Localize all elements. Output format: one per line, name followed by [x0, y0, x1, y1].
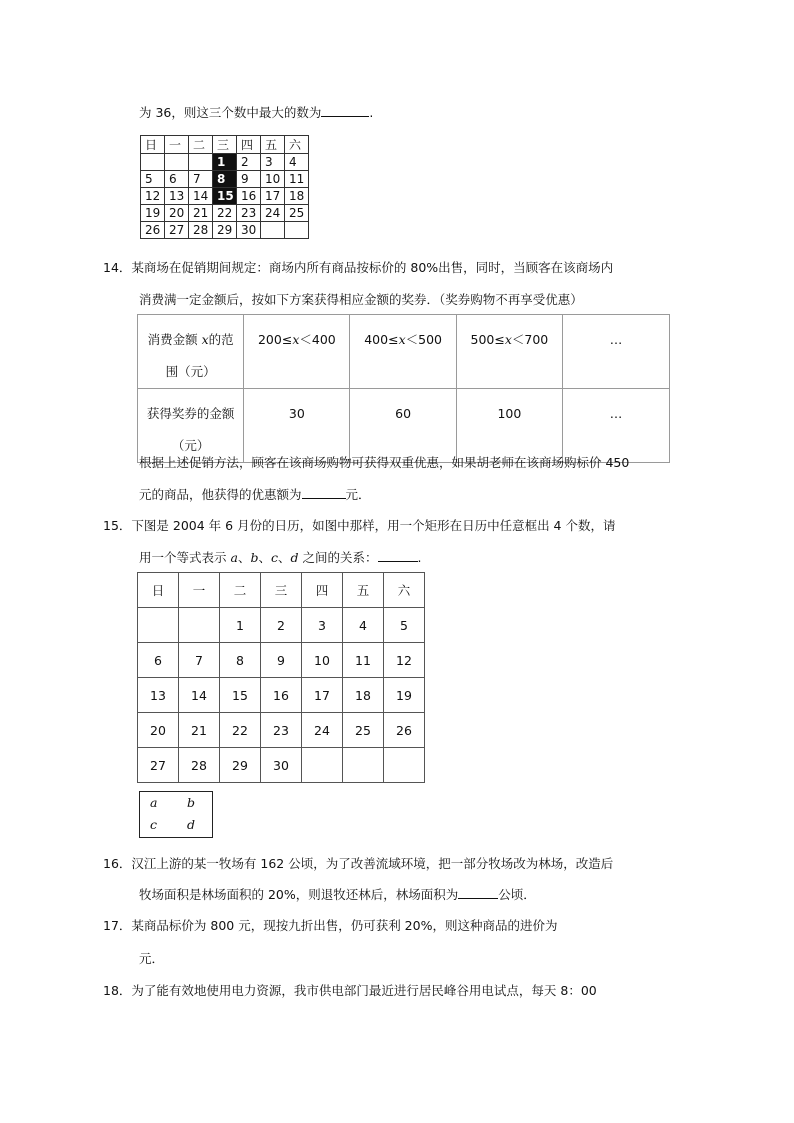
calendar-1-row	[141, 188, 309, 205]
calendar-1-header-cell: 二	[189, 136, 213, 154]
calendar-1-cell: 29	[213, 222, 237, 239]
calendar-2-header-cell: 五	[343, 573, 384, 608]
calendar-2-cell: 17	[302, 678, 343, 713]
calendar-1-cell: 10	[261, 171, 285, 188]
calendar-2-cell: 11	[343, 643, 384, 678]
q18-line-1: 18．为了能有效地使用电力资源，我市供电部门最近进行居民峰谷用电试点，每天 8：00	[103, 983, 597, 998]
calendar-2-cell: 8	[220, 643, 261, 678]
calendar-2-cell: 14	[179, 678, 220, 713]
calendar-1-cell	[261, 222, 285, 239]
calendar-2-cell: 22	[220, 713, 261, 748]
calendar-1-cell: 23	[237, 205, 261, 222]
promo-row-amount	[138, 389, 670, 463]
calendar-1-cell: 17	[261, 188, 285, 205]
calendar-1-cell: 28	[189, 222, 213, 239]
calendar-1-header-cell: 三	[213, 136, 237, 154]
promo-amount-label: 获得奖券的金额 （元）	[138, 389, 244, 463]
calendar-1-header-cell: 四	[237, 136, 261, 154]
calendar-june-2004	[137, 572, 425, 783]
calendar-1-cell: 22	[213, 205, 237, 222]
promo-amount-cell: 100	[456, 389, 562, 463]
q17-line-1: 17．某商品标价为 800 元，现按九折出售，仍可获利 20%，则这种商品的进价为	[103, 918, 558, 933]
calendar-1-cell: 21	[189, 205, 213, 222]
promo-amount-cell: 60	[350, 389, 456, 463]
q13-text: 为 36，则这三个数中最大的数为	[139, 105, 322, 120]
calendar-1-cell: 2	[237, 154, 261, 171]
calendar-1-cell: 12	[141, 188, 165, 205]
calendar-2-cell: 20	[138, 713, 179, 748]
box-c: c	[150, 817, 158, 832]
promo-range-cell: 200≤x＜400	[244, 315, 350, 389]
calendar-1-row	[141, 205, 309, 222]
calendar-2-cell: 26	[384, 713, 425, 748]
calendar-1-cell: 26	[141, 222, 165, 239]
box-b: b	[187, 795, 196, 810]
calendar-2-row	[138, 643, 425, 678]
calendar-1-cell: 13	[165, 188, 189, 205]
calendar-1-cell: 25	[285, 205, 309, 222]
calendar-2-cell: 23	[261, 713, 302, 748]
calendar-2-header-cell: 二	[220, 573, 261, 608]
q16-line-1: 16．汉江上游的某一牧场有 162 公顷，为了改善流域环境，把一部分牧场改为林场，改造后	[103, 856, 614, 871]
promo-range-cell: 400≤x＜500	[350, 315, 456, 389]
calendar-2-header-cell: 四	[302, 573, 343, 608]
q13-end: .	[369, 105, 374, 120]
promo-range-label: 消费金额 x的范 围（元）	[138, 315, 244, 389]
abcd-box	[139, 791, 213, 838]
calendar-2-cell: 2	[261, 608, 302, 643]
calendar-2-cell: 27	[138, 748, 179, 783]
promo-amount-cell: 30	[244, 389, 350, 463]
calendar-2-header-cell: 日	[138, 573, 179, 608]
calendar-2-header-cell: 一	[179, 573, 220, 608]
calendar-1-cell	[141, 154, 165, 171]
calendar-2-cell	[179, 608, 220, 643]
q15-number: 15．	[103, 518, 132, 533]
calendar-2-cell: 28	[179, 748, 220, 783]
calendar-1-cell	[285, 222, 309, 239]
calendar-1-highlighted-cell: 1	[213, 154, 237, 171]
calendar-2-cell: 25	[343, 713, 384, 748]
calendar-1-highlighted-cell: 15	[213, 188, 237, 205]
calendar-1-row	[141, 171, 309, 188]
promo-range-ellipsis: …	[563, 315, 670, 389]
calendar-2-cell: 15	[220, 678, 261, 713]
calendar-1-cell: 6	[165, 171, 189, 188]
calendar-2-cell: 9	[261, 643, 302, 678]
calendar-1-cell: 19	[141, 205, 165, 222]
calendar-1-header-cell: 五	[261, 136, 285, 154]
calendar-1	[140, 135, 309, 239]
calendar-2-cell: 10	[302, 643, 343, 678]
calendar-2-cell: 1	[220, 608, 261, 643]
promo-row-range	[138, 315, 670, 389]
calendar-2-row	[138, 678, 425, 713]
calendar-1-cell: 18	[285, 188, 309, 205]
calendar-2-cell: 16	[261, 678, 302, 713]
calendar-2-header	[138, 573, 425, 608]
calendar-1-cell: 5	[141, 171, 165, 188]
calendar-1-cell: 20	[165, 205, 189, 222]
calendar-2-cell: 30	[261, 748, 302, 783]
calendar-1-row	[141, 154, 309, 171]
q14-number: 14．	[103, 260, 132, 275]
calendar-2-cell: 13	[138, 678, 179, 713]
q16-line-2: 牧场面积是林场面积的 20%，则退牧还林后，林场面积为 公顷．	[139, 887, 536, 902]
calendar-1-header-cell: 日	[141, 136, 165, 154]
calendar-2-cell: 18	[343, 678, 384, 713]
calendar-1-header-cell: 六	[285, 136, 309, 154]
calendar-1-cell: 3	[261, 154, 285, 171]
calendar-2-cell	[302, 748, 343, 783]
calendar-1-cell	[189, 154, 213, 171]
q14-text-1: 某商场在促销期间规定：商场内所有商品按标价的 80%出售，同时，当顾客在该商场内	[131, 260, 614, 275]
calendar-2-row	[138, 748, 425, 783]
q18-number: 18．	[103, 983, 132, 998]
q14-line-2	[139, 291, 583, 309]
calendar-2-cell: 29	[220, 748, 261, 783]
q14-after-1: 根据上述促销方法，顾客在该商场购物可获得双重优惠，如果胡老师在该商场购标价 450	[139, 455, 630, 470]
calendar-1-cell: 7	[189, 171, 213, 188]
calendar-1-cell: 11	[285, 171, 309, 188]
q14-after-2: 元的商品，他获得的优惠额为 元．	[139, 487, 371, 502]
calendar-1-cell: 4	[285, 154, 309, 171]
calendar-1-highlighted-cell: 8	[213, 171, 237, 188]
calendar-2-cell	[138, 608, 179, 643]
q16-answer-blank[interactable]	[458, 886, 498, 899]
calendar-2-cell: 6	[138, 643, 179, 678]
calendar-2-cell: 19	[384, 678, 425, 713]
calendar-2-cell: 12	[384, 643, 425, 678]
calendar-2-row	[138, 608, 425, 643]
calendar-2-cell	[343, 748, 384, 783]
q15-line-2: 用一个等式表示 a、b、c、d 之间的关系： .	[139, 550, 422, 565]
q15-answer-blank[interactable]	[378, 549, 418, 562]
calendar-2-cell: 24	[302, 713, 343, 748]
calendar-2-row	[138, 713, 425, 748]
box-d: d	[187, 817, 196, 832]
q13-tail	[139, 104, 373, 122]
q14-answer-blank[interactable]	[302, 486, 346, 499]
calendar-2-header-cell: 六	[384, 573, 425, 608]
calendar-2-cell: 21	[179, 713, 220, 748]
calendar-1-row	[141, 222, 309, 239]
calendar-2-header-cell: 三	[261, 573, 302, 608]
calendar-2-cell: 4	[343, 608, 384, 643]
calendar-1-cell: 9	[237, 171, 261, 188]
q14-text-2: 消费满一定金额后，按如下方案获得相应金额的奖券．（奖券购物不再享受优惠）	[139, 292, 583, 307]
q13-answer-blank[interactable]	[321, 104, 369, 117]
calendar-1-header	[141, 136, 309, 154]
promo-table	[137, 314, 670, 463]
calendar-1-cell: 24	[261, 205, 285, 222]
calendar-1-cell: 30	[237, 222, 261, 239]
calendar-1-header-cell: 一	[165, 136, 189, 154]
q17-number: 17．	[103, 918, 132, 933]
promo-amount-ellipsis: …	[563, 389, 670, 463]
calendar-2-cell	[384, 748, 425, 783]
q16-number: 16．	[103, 856, 132, 871]
calendar-2-cell: 5	[384, 608, 425, 643]
promo-range-cell: 500≤x＜700	[456, 315, 562, 389]
calendar-1-cell: 27	[165, 222, 189, 239]
q15-line-1: 15．下图是 2004 年 6 月份的日历，如图中那样，用一个矩形在日历中任意框出 4 个数，请	[103, 518, 616, 533]
calendar-2-cell: 7	[179, 643, 220, 678]
calendar-1-cell: 16	[237, 188, 261, 205]
box-a: a	[150, 795, 158, 810]
calendar-1-cell: 14	[189, 188, 213, 205]
q17-line-2: 元．	[139, 951, 165, 966]
q14-line-1	[103, 259, 613, 277]
calendar-2-cell: 3	[302, 608, 343, 643]
calendar-1-cell	[165, 154, 189, 171]
